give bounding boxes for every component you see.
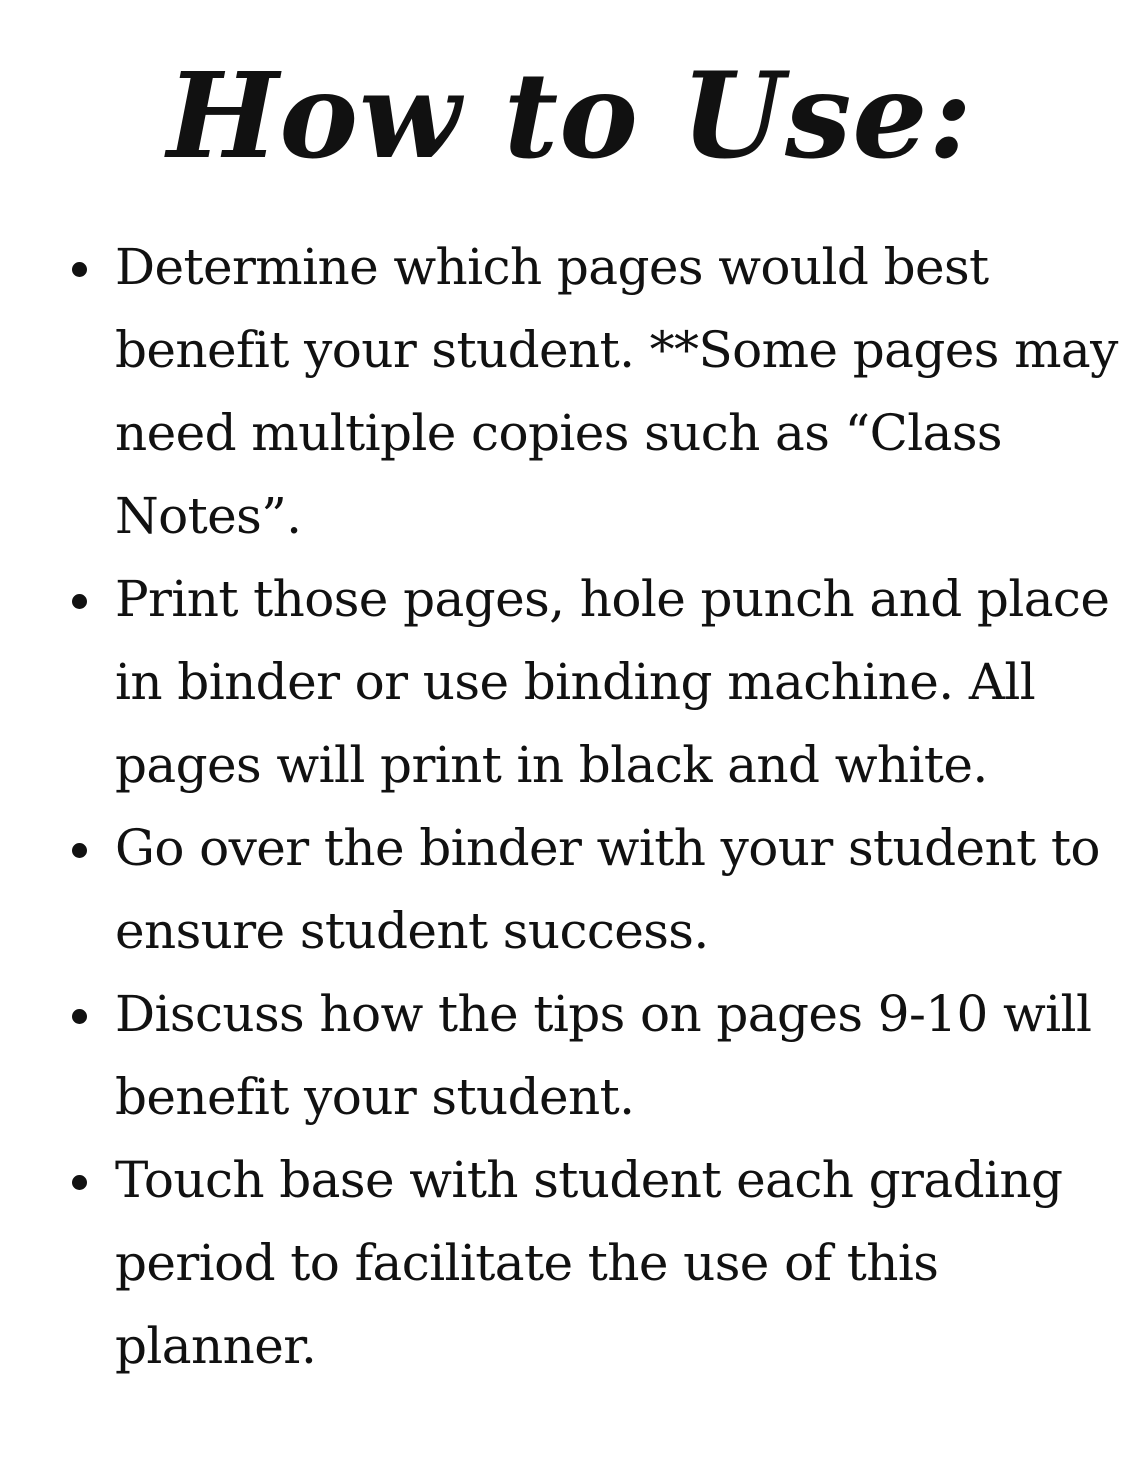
list-item-text: Discuss how the tips on pages 9-10 will benefit your student. [115,985,1092,1126]
list-item-text: Touch base with student each grading period to facilitate the use of this planner. [115,1151,1063,1375]
bullet-icon [72,1009,87,1024]
page-title: How to Use: [166,46,974,185]
list-item [70,973,1135,1139]
list-item [70,1139,1135,1388]
list-item-text: Print those pages, hole punch and place in binder or use binding machine. All pages will print in black and white. [115,570,1110,794]
list-item-text: Determine which pages would best benefit your student. **Some pages may need multiple copies such as “Class Notes”. [115,238,1118,545]
list-item [70,807,1135,973]
bullet-icon [72,1175,87,1190]
list-item [70,558,1135,807]
instruction-list [70,226,1135,1388]
bullet-icon [72,843,87,858]
bullet-icon [72,262,87,277]
list-item [70,226,1135,558]
list-item-text: Go over the binder with your student to ensure student success. [115,819,1100,960]
bullet-icon [72,594,87,609]
